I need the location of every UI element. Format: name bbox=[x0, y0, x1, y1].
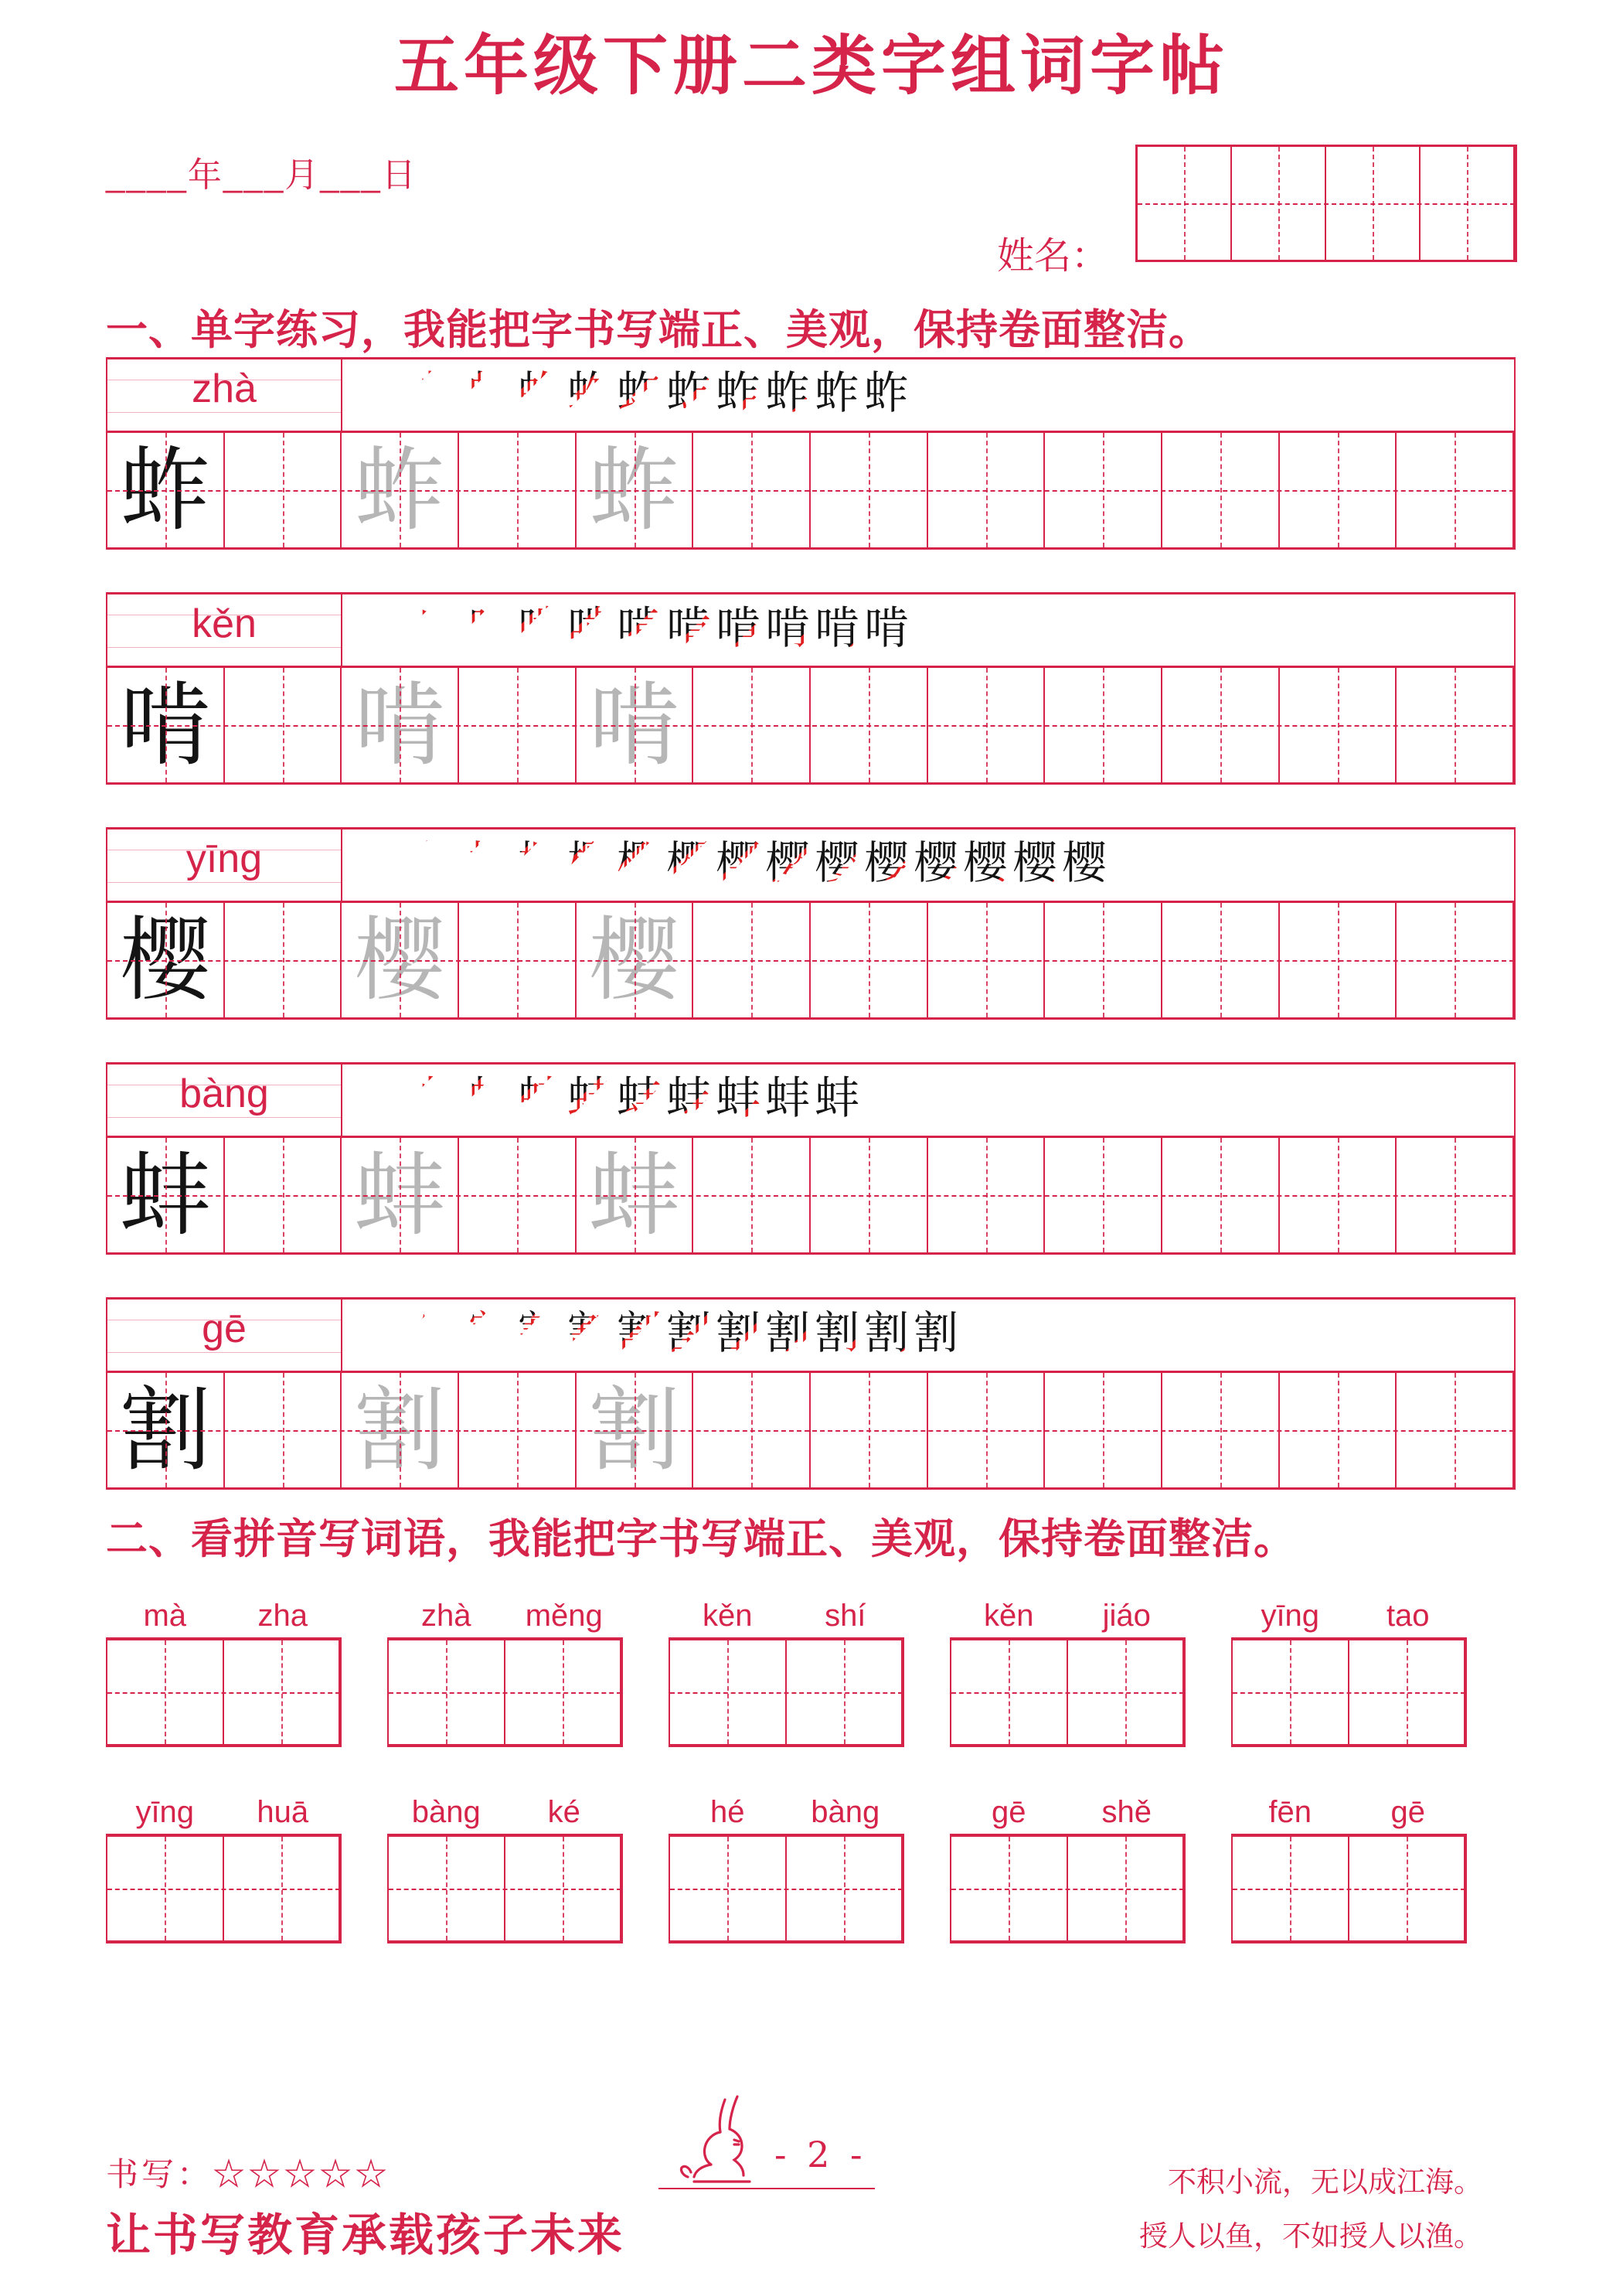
pinyin-syllable: hé bbox=[710, 1795, 745, 1829]
stroke-order-step: 樱 bbox=[468, 836, 514, 889]
practice-cell bbox=[107, 668, 225, 782]
section1-heading: 一、单字练习，我能把字书写端正、美观，保持卷面整洁。 bbox=[106, 307, 1211, 353]
word-cell bbox=[224, 1640, 341, 1744]
stroke-order-step: 啃 bbox=[567, 601, 613, 654]
stroke-order-step: 蚌 bbox=[617, 1071, 662, 1124]
stroke-order-step: 蚌 bbox=[369, 1071, 415, 1124]
handwriting-rating bbox=[106, 2149, 390, 2196]
stroke-order-step: 蚌 bbox=[518, 1071, 563, 1124]
trace-character: 蚌 bbox=[588, 1142, 680, 1248]
pinyin-guide-line bbox=[107, 647, 341, 648]
stroke-order-strip bbox=[342, 1065, 1514, 1136]
word-pinyin bbox=[1231, 1599, 1467, 1637]
pinyin-label: zhà bbox=[192, 366, 257, 411]
name-grid-cell bbox=[1326, 147, 1421, 260]
practice-cell bbox=[1397, 668, 1514, 782]
pinyin-syllable: bàng bbox=[411, 1795, 481, 1829]
word-cell bbox=[389, 1837, 505, 1940]
pinyin-syllable: mà bbox=[143, 1599, 187, 1633]
practice-cell bbox=[693, 433, 811, 547]
rabbit-icon bbox=[669, 2093, 765, 2189]
model-character: 啃 bbox=[119, 672, 211, 778]
practice-cell bbox=[1162, 433, 1280, 547]
practice-cell bbox=[928, 1373, 1046, 1487]
pinyin-label: kěn bbox=[192, 601, 257, 646]
practice-block bbox=[106, 827, 1516, 1020]
pinyin-syllable: zha bbox=[257, 1599, 308, 1633]
word-cell bbox=[107, 1640, 224, 1744]
pinyin-syllable: bàng bbox=[811, 1795, 880, 1829]
practice-cell bbox=[459, 1373, 577, 1487]
pinyin-syllable: jiáo bbox=[1102, 1599, 1151, 1633]
word-pinyin bbox=[106, 1795, 342, 1834]
practice-cell bbox=[577, 1373, 694, 1487]
word-item bbox=[387, 1795, 623, 1943]
stroke-order-step: 啃 bbox=[369, 601, 415, 654]
stroke-order-step: 割 bbox=[765, 1306, 811, 1359]
footer-divider-line bbox=[658, 2188, 875, 2189]
pinyin-syllable: měng bbox=[525, 1599, 603, 1633]
footer-quote bbox=[1139, 2155, 1482, 2264]
model-character: 蚌 bbox=[119, 1142, 211, 1248]
practice-blocks bbox=[106, 357, 1516, 1532]
practice-cell bbox=[225, 433, 342, 547]
date-line: ____年___月___日 bbox=[106, 156, 417, 194]
pinyin-syllable: gē bbox=[992, 1795, 1026, 1829]
stroke-order-step: 割 bbox=[716, 1306, 761, 1359]
pinyin-guide-line bbox=[107, 882, 341, 883]
word-boxes-area bbox=[106, 1599, 1468, 1991]
pinyin-syllable: yīng bbox=[135, 1795, 195, 1829]
practice-cell bbox=[928, 903, 1046, 1017]
practice-cell bbox=[459, 433, 577, 547]
word-writing-box bbox=[1231, 1834, 1467, 1943]
pinyin-guide-line bbox=[107, 1117, 341, 1118]
word-writing-box bbox=[387, 1637, 623, 1747]
practice-block-header bbox=[106, 592, 1516, 666]
practice-block-header bbox=[106, 827, 1516, 901]
pinyin-syllable: shí bbox=[825, 1599, 866, 1633]
word-row bbox=[106, 1795, 1468, 1943]
stroke-order-step: 蚱 bbox=[666, 366, 712, 419]
name-grid-cell bbox=[1232, 147, 1326, 260]
practice-cell bbox=[342, 1138, 459, 1252]
practice-cell bbox=[577, 903, 694, 1017]
quote-line-2: 授人以鱼，不如授人以渔。 bbox=[1139, 2219, 1482, 2253]
stroke-order-step: 樱 bbox=[567, 836, 613, 889]
stroke-order-step: 割 bbox=[914, 1306, 959, 1359]
practice-cell bbox=[342, 433, 459, 547]
word-pinyin bbox=[106, 1599, 342, 1637]
practice-cell bbox=[107, 433, 225, 547]
word-pinyin bbox=[1231, 1795, 1467, 1834]
practice-cell bbox=[459, 903, 577, 1017]
practice-cell bbox=[225, 668, 342, 782]
practice-cell bbox=[1162, 1373, 1280, 1487]
trace-character: 啃 bbox=[354, 672, 446, 778]
stroke-order-step: 樱 bbox=[864, 836, 910, 889]
stroke-order-step: 割 bbox=[468, 1306, 514, 1359]
word-pinyin bbox=[950, 1795, 1186, 1834]
pinyin-syllable: zhà bbox=[421, 1599, 471, 1633]
word-cell bbox=[505, 1837, 622, 1940]
word-item bbox=[950, 1795, 1186, 1943]
practice-cell bbox=[342, 1373, 459, 1487]
footer-slogan: 让书写教育承载孩子未来 bbox=[106, 2210, 625, 2260]
practice-cell bbox=[1280, 1138, 1397, 1252]
word-item bbox=[669, 1795, 904, 1943]
pinyin-cell bbox=[107, 1065, 342, 1136]
practice-cell bbox=[811, 668, 928, 782]
pinyin-syllable: kěn bbox=[984, 1599, 1034, 1633]
practice-cell bbox=[107, 1373, 225, 1487]
practice-cell bbox=[577, 433, 694, 547]
stroke-order-step: 割 bbox=[369, 1306, 415, 1359]
practice-cell bbox=[1397, 433, 1514, 547]
stroke-order-step: 蚱 bbox=[369, 366, 415, 419]
word-cell bbox=[389, 1640, 505, 1744]
word-item bbox=[1231, 1795, 1467, 1943]
practice-cell bbox=[577, 668, 694, 782]
word-writing-box bbox=[1231, 1637, 1467, 1747]
pinyin-syllable: tao bbox=[1386, 1599, 1430, 1633]
stroke-order-step: 樱 bbox=[1012, 836, 1058, 889]
word-writing-box bbox=[106, 1834, 342, 1943]
stroke-order-step: 啃 bbox=[765, 601, 811, 654]
practice-cell bbox=[1045, 1373, 1162, 1487]
practice-cell bbox=[107, 903, 225, 1017]
word-writing-box bbox=[106, 1637, 342, 1747]
word-cell bbox=[505, 1640, 622, 1744]
stroke-order-step: 樱 bbox=[963, 836, 1009, 889]
word-cell bbox=[951, 1837, 1068, 1940]
stroke-order-strip bbox=[342, 1300, 1514, 1371]
practice-cell bbox=[1397, 1373, 1514, 1487]
stroke-order-step: 割 bbox=[666, 1306, 712, 1359]
star-icons: ☆☆☆☆☆ bbox=[213, 2155, 391, 2193]
pinyin-guide-line bbox=[107, 412, 341, 413]
stroke-order-step: 蚌 bbox=[815, 1071, 860, 1124]
word-pinyin bbox=[387, 1795, 623, 1834]
practice-cell-row bbox=[106, 1371, 1516, 1490]
section2-heading: 二、看拼音写词语，我能把字书写端正、美观，保持卷面整洁。 bbox=[106, 1516, 1296, 1562]
practice-cell bbox=[342, 668, 459, 782]
pinyin-syllable: huā bbox=[257, 1795, 309, 1829]
practice-cell bbox=[928, 1138, 1046, 1252]
practice-cell bbox=[225, 903, 342, 1017]
stroke-order-step: 蚱 bbox=[716, 366, 761, 419]
trace-character: 樱 bbox=[588, 907, 680, 1013]
stroke-order-step: 割 bbox=[864, 1306, 910, 1359]
practice-block bbox=[106, 1062, 1516, 1255]
stroke-order-step: 樱 bbox=[815, 836, 860, 889]
stroke-order-step: 割 bbox=[567, 1306, 613, 1359]
pinyin-syllable: yīng bbox=[1261, 1599, 1320, 1633]
practice-cell-row bbox=[106, 1136, 1516, 1255]
word-writing-box bbox=[669, 1637, 904, 1747]
practice-cell bbox=[811, 1373, 928, 1487]
stroke-order-step: 蚱 bbox=[765, 366, 811, 419]
stroke-order-step: 啃 bbox=[518, 601, 563, 654]
word-pinyin bbox=[669, 1795, 904, 1834]
practice-cell bbox=[107, 1138, 225, 1252]
trace-character: 樱 bbox=[354, 907, 446, 1013]
practice-cell bbox=[811, 1138, 928, 1252]
stroke-order-step: 樱 bbox=[765, 836, 811, 889]
word-writing-box bbox=[669, 1834, 904, 1943]
stroke-order-step: 蚌 bbox=[567, 1071, 613, 1124]
word-writing-box bbox=[950, 1834, 1186, 1943]
stroke-order-step: 啃 bbox=[864, 601, 910, 654]
model-character: 樱 bbox=[119, 907, 211, 1013]
stroke-order-step: 樱 bbox=[914, 836, 959, 889]
word-item bbox=[387, 1599, 623, 1747]
word-item bbox=[106, 1599, 342, 1747]
practice-cell bbox=[1397, 1138, 1514, 1252]
practice-cell bbox=[1280, 668, 1397, 782]
stroke-order-step: 蚌 bbox=[716, 1071, 761, 1124]
word-cell bbox=[1349, 1837, 1466, 1940]
word-pinyin bbox=[669, 1599, 904, 1637]
practice-cell bbox=[1045, 433, 1162, 547]
stroke-order-step: 蚌 bbox=[666, 1071, 712, 1124]
practice-cell bbox=[1280, 433, 1397, 547]
word-pinyin bbox=[387, 1599, 623, 1637]
stroke-order-strip bbox=[342, 594, 1514, 666]
word-item bbox=[106, 1795, 342, 1943]
stroke-order-step: 蚱 bbox=[617, 366, 662, 419]
stroke-order-step: 啃 bbox=[419, 601, 464, 654]
word-item bbox=[669, 1599, 904, 1747]
pinyin-cell bbox=[107, 594, 342, 666]
stroke-order-step: 蚌 bbox=[419, 1071, 464, 1124]
word-cell bbox=[1068, 1837, 1185, 1940]
practice-cell bbox=[459, 668, 577, 782]
word-cell bbox=[224, 1837, 341, 1940]
word-cell bbox=[951, 1640, 1068, 1744]
practice-cell bbox=[1280, 903, 1397, 1017]
word-cell bbox=[787, 1837, 903, 1940]
stroke-order-step: 樱 bbox=[716, 836, 761, 889]
pinyin-label: yīng bbox=[185, 836, 263, 881]
practice-cell bbox=[1162, 1138, 1280, 1252]
practice-cell bbox=[459, 1138, 577, 1252]
stroke-order-step: 蚱 bbox=[815, 366, 860, 419]
stroke-order-step: 樱 bbox=[419, 836, 464, 889]
trace-character: 割 bbox=[588, 1377, 680, 1484]
stroke-order-step: 啃 bbox=[716, 601, 761, 654]
word-cell bbox=[670, 1640, 787, 1744]
word-cell bbox=[1349, 1640, 1466, 1744]
word-writing-box bbox=[387, 1834, 623, 1943]
word-cell bbox=[787, 1640, 903, 1744]
stroke-order-step: 啃 bbox=[815, 601, 860, 654]
stroke-order-step: 樱 bbox=[1062, 836, 1108, 889]
stroke-order-step: 蚌 bbox=[765, 1071, 811, 1124]
word-writing-box bbox=[950, 1637, 1186, 1747]
practice-cell-row bbox=[106, 666, 1516, 785]
practice-cell bbox=[1045, 1138, 1162, 1252]
practice-cell bbox=[1280, 1373, 1397, 1487]
practice-cell bbox=[1045, 903, 1162, 1017]
word-row bbox=[106, 1599, 1468, 1747]
practice-cell-row bbox=[106, 431, 1516, 550]
pinyin-label: gē bbox=[202, 1306, 247, 1351]
practice-block bbox=[106, 592, 1516, 785]
practice-cell bbox=[342, 903, 459, 1017]
practice-cell bbox=[225, 1373, 342, 1487]
stroke-order-step: 啃 bbox=[468, 601, 514, 654]
model-character: 割 bbox=[119, 1377, 211, 1484]
trace-character: 啃 bbox=[588, 672, 680, 778]
model-character: 蚱 bbox=[119, 437, 211, 543]
rating-label: 书写： bbox=[106, 2155, 213, 2193]
stroke-order-step: 蚱 bbox=[864, 366, 910, 419]
pinyin-guide-line bbox=[107, 1352, 341, 1353]
stroke-order-step: 割 bbox=[518, 1306, 563, 1359]
page-title: 五年级下册二类字组词字帖 bbox=[393, 29, 1229, 102]
stroke-order-step: 啃 bbox=[617, 601, 662, 654]
quote-line-1: 不积小流，无以成江海。 bbox=[1168, 2165, 1482, 2199]
pinyin-cell bbox=[107, 359, 342, 431]
practice-cell bbox=[693, 1373, 811, 1487]
practice-cell bbox=[693, 903, 811, 1017]
practice-block bbox=[106, 1297, 1516, 1490]
stroke-order-step: 蚱 bbox=[468, 366, 514, 419]
pinyin-syllable: kěn bbox=[703, 1599, 753, 1633]
stroke-order-step: 樱 bbox=[666, 836, 712, 889]
practice-cell bbox=[928, 668, 1046, 782]
stroke-order-step: 蚱 bbox=[567, 366, 613, 419]
stroke-order-step: 割 bbox=[419, 1306, 464, 1359]
trace-character: 蚌 bbox=[354, 1142, 446, 1248]
name-label: 姓名： bbox=[997, 234, 1109, 278]
name-grid-cell bbox=[1421, 147, 1515, 260]
practice-block-header bbox=[106, 357, 1516, 431]
practice-block-header bbox=[106, 1297, 1516, 1371]
practice-block-header bbox=[106, 1062, 1516, 1136]
word-cell bbox=[1233, 1837, 1349, 1940]
word-cell bbox=[1233, 1640, 1349, 1744]
name-grid-cell bbox=[1138, 147, 1232, 260]
practice-cell bbox=[1162, 903, 1280, 1017]
trace-character: 割 bbox=[354, 1377, 446, 1484]
practice-block bbox=[106, 357, 1516, 550]
practice-cell bbox=[928, 433, 1046, 547]
stroke-order-step: 蚱 bbox=[419, 366, 464, 419]
word-cell bbox=[1068, 1640, 1185, 1744]
practice-cell bbox=[1162, 668, 1280, 782]
practice-cell bbox=[693, 1138, 811, 1252]
practice-cell bbox=[225, 1138, 342, 1252]
stroke-order-step: 啃 bbox=[666, 601, 712, 654]
pinyin-cell bbox=[107, 829, 342, 901]
stroke-order-strip bbox=[342, 829, 1514, 901]
pinyin-label: bàng bbox=[179, 1071, 269, 1116]
stroke-order-step: 樱 bbox=[518, 836, 563, 889]
word-cell bbox=[107, 1837, 224, 1940]
stroke-order-step: 割 bbox=[617, 1306, 662, 1359]
practice-cell bbox=[577, 1138, 694, 1252]
practice-cell bbox=[1397, 903, 1514, 1017]
practice-cell bbox=[693, 668, 811, 782]
pinyin-syllable: ké bbox=[547, 1795, 580, 1829]
stroke-order-step: 樱 bbox=[617, 836, 662, 889]
pinyin-syllable: fēn bbox=[1268, 1795, 1312, 1829]
page-number: - 2 - bbox=[774, 2134, 867, 2175]
pinyin-syllable: gē bbox=[1390, 1795, 1425, 1829]
stroke-order-step: 割 bbox=[815, 1306, 860, 1359]
practice-cell bbox=[1045, 668, 1162, 782]
trace-character: 蚱 bbox=[354, 437, 446, 543]
stroke-order-step: 蚱 bbox=[518, 366, 563, 419]
practice-cell bbox=[811, 903, 928, 1017]
word-pinyin bbox=[950, 1599, 1186, 1637]
pinyin-syllable: shě bbox=[1101, 1795, 1152, 1829]
name-grid bbox=[1135, 145, 1517, 262]
stroke-order-step: 樱 bbox=[369, 836, 415, 889]
practice-cell bbox=[811, 433, 928, 547]
stroke-order-strip bbox=[342, 359, 1514, 431]
pinyin-cell bbox=[107, 1300, 342, 1371]
trace-character: 蚱 bbox=[588, 437, 680, 543]
practice-cell-row bbox=[106, 901, 1516, 1020]
stroke-order-step: 蚌 bbox=[468, 1071, 514, 1124]
word-item bbox=[950, 1599, 1186, 1747]
word-cell bbox=[670, 1837, 787, 1940]
word-item bbox=[1231, 1599, 1467, 1747]
